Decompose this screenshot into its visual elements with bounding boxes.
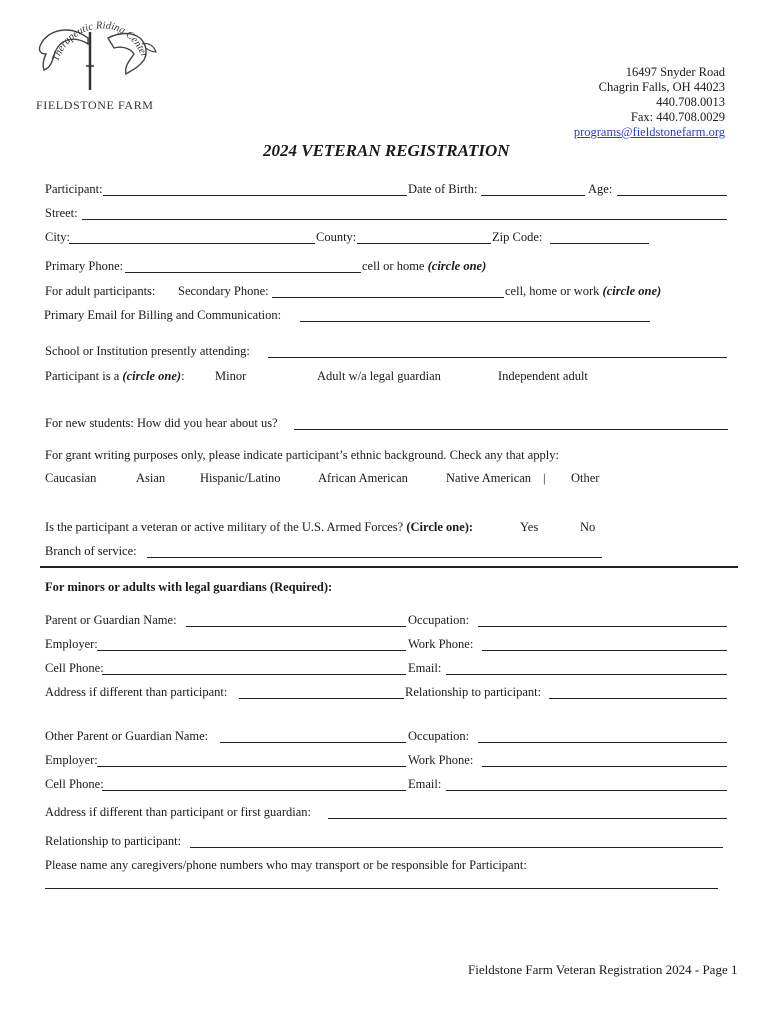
logo-org-name: FIELDSTONE FARM [36,98,154,112]
other-guardian-occupation-field[interactable] [478,742,727,743]
section-divider [40,566,738,568]
guardian-heading: For minors or adults with legal guardians (Required): [45,580,333,594]
ethnic-hispanic-latino[interactable]: Hispanic/Latino [200,471,281,485]
ethnic-other[interactable]: Other [571,471,600,485]
city-label: City: [45,230,71,244]
other-guardian-name-label: Other Parent or Guardian Name: [45,729,209,743]
logo [30,18,170,118]
option-adult-guardian[interactable]: Adult w/a legal guardian [317,369,441,383]
participant-is-circle-one: (circle one) [122,369,182,383]
guardian-address-label: Address if different than participant: [45,685,228,699]
veteran-question-row [45,520,473,535]
ethnic-native-american[interactable]: Native American [446,471,532,485]
adult-participants-label: For adult participants: [45,284,156,298]
veteran-yes[interactable]: Yes [520,520,539,534]
other-guardian-cell-field[interactable] [102,790,406,791]
caregivers-label: Please name any caregivers/phone numbers who may transport or be responsible for Participant: [45,858,527,872]
svg-text:Therapeutic Riding Center [50,20,149,63]
ethnic-asian[interactable]: Asian [136,471,166,485]
primary-phone-type [362,259,486,274]
street-label: Street: [45,206,78,220]
veteran-circle-one: (Circle one): [406,520,474,534]
age-label: Age: [588,182,613,196]
zip-field[interactable] [550,243,649,244]
county-field[interactable] [357,243,491,244]
participant-field[interactable] [103,195,407,196]
address-city: Chagrin Falls, OH 44023 [598,80,725,94]
zip-label: Zip Code: [492,230,543,244]
ethnic-label: For grant writing purposes only, please indicate participant’s ethnic background. Check any that apply: [45,448,559,462]
school-field[interactable] [268,357,727,358]
other-guardian-relationship-label: Relationship to participant: [45,834,182,848]
other-guardian-employer-field[interactable] [97,766,406,767]
page-footer: Fieldstone Farm Veteran Registration 2024 - Page 1 [468,962,738,977]
other-guardian-work-phone-label: Work Phone: [408,753,474,767]
other-guardian-work-phone-field[interactable] [482,766,727,767]
guardian-work-phone-field[interactable] [482,650,727,651]
primary-phone-field[interactable] [125,272,361,273]
guardian-employer-field[interactable] [97,650,406,651]
other-guardian-occupation-label: Occupation: [408,729,470,743]
primary-phone-label: Primary Phone: [45,259,124,273]
other-guardian-name-field[interactable] [220,742,406,743]
guardian-email-label: Email: [408,661,442,675]
secondary-phone-type [505,284,661,299]
other-guardian-cell-label: Cell Phone: [45,777,104,791]
participant-label: Participant: [45,182,103,196]
county-label: County: [316,230,357,244]
veteran-no[interactable]: No [580,520,596,534]
logo-arc-text: Therapeutic Riding Center [50,20,150,63]
other-guardian-relationship-field[interactable] [190,847,723,848]
primary-phone-suffix: cell or home [362,259,425,273]
guardian-occupation-label: Occupation: [408,613,470,627]
caregivers-field[interactable] [45,888,718,889]
guardian-address-field[interactable] [239,698,404,699]
page-title: 2024 VETERAN REGISTRATION [263,141,510,160]
ethnic-caucasian[interactable]: Caucasian [45,471,97,485]
age-field[interactable] [617,195,727,196]
secondary-phone-field[interactable] [272,297,504,298]
guardian-email-field[interactable] [446,674,727,675]
ethnic-african-american[interactable]: African American [318,471,408,485]
city-field[interactable] [69,243,315,244]
secondary-phone-suffix: cell, home or work [505,284,600,298]
veteran-question: Is the participant a veteran or active military of the U.S. Armed Forces? [45,520,404,534]
option-minor[interactable]: Minor [215,369,247,383]
street-field[interactable] [82,219,727,220]
participant-is-row [45,369,185,384]
other-guardian-address-label: Address if different than participant or first guardian: [45,805,312,819]
address-fax: Fax: 440.708.0029 [630,110,725,124]
address-phone: 440.708.0013 [656,95,725,109]
guardian-name-field[interactable] [186,626,406,627]
address-email-link[interactable]: programs@fieldstonefarm.org [573,125,725,139]
branch-label: Branch of service: [45,544,137,558]
other-guardian-email-field[interactable] [446,790,727,791]
secondary-phone-label: Secondary Phone: [178,284,269,298]
email-label: Primary Email for Billing and Communication: [44,308,282,322]
other-guardian-address-field[interactable] [328,818,727,819]
guardian-cell-field[interactable] [102,674,406,675]
primary-phone-circle-one: (circle one) [427,259,487,273]
other-guardian-employer-label: Employer: [45,753,98,767]
secondary-phone-circle-one: (circle one) [602,284,662,298]
dob-field[interactable] [481,195,585,196]
participant-is-colon: : [181,369,185,383]
participant-is-label: Participant is a [45,369,120,383]
guardian-work-phone-label: Work Phone: [408,637,474,651]
other-guardian-email-label: Email: [408,777,442,791]
guardian-employer-label: Employer: [45,637,98,651]
email-field[interactable] [300,321,650,322]
address-street: 16497 Snyder Road [625,65,725,79]
guardian-name-label: Parent or Guardian Name: [45,613,177,627]
hear-label: For new students: How did you hear about us? [45,416,278,430]
school-label: School or Institution presently attending: [45,344,250,358]
guardian-relationship-field[interactable] [549,698,727,699]
dob-label: Date of Birth: [408,182,478,196]
ethnic-separator: | [543,471,546,485]
branch-field[interactable] [147,557,602,558]
address-block [574,65,725,140]
guardian-cell-label: Cell Phone: [45,661,104,675]
hear-field[interactable] [294,429,728,430]
guardian-relationship-label: Relationship to participant: [405,685,542,699]
option-independent-adult[interactable]: Independent adult [498,369,588,383]
guardian-occupation-field[interactable] [478,626,727,627]
